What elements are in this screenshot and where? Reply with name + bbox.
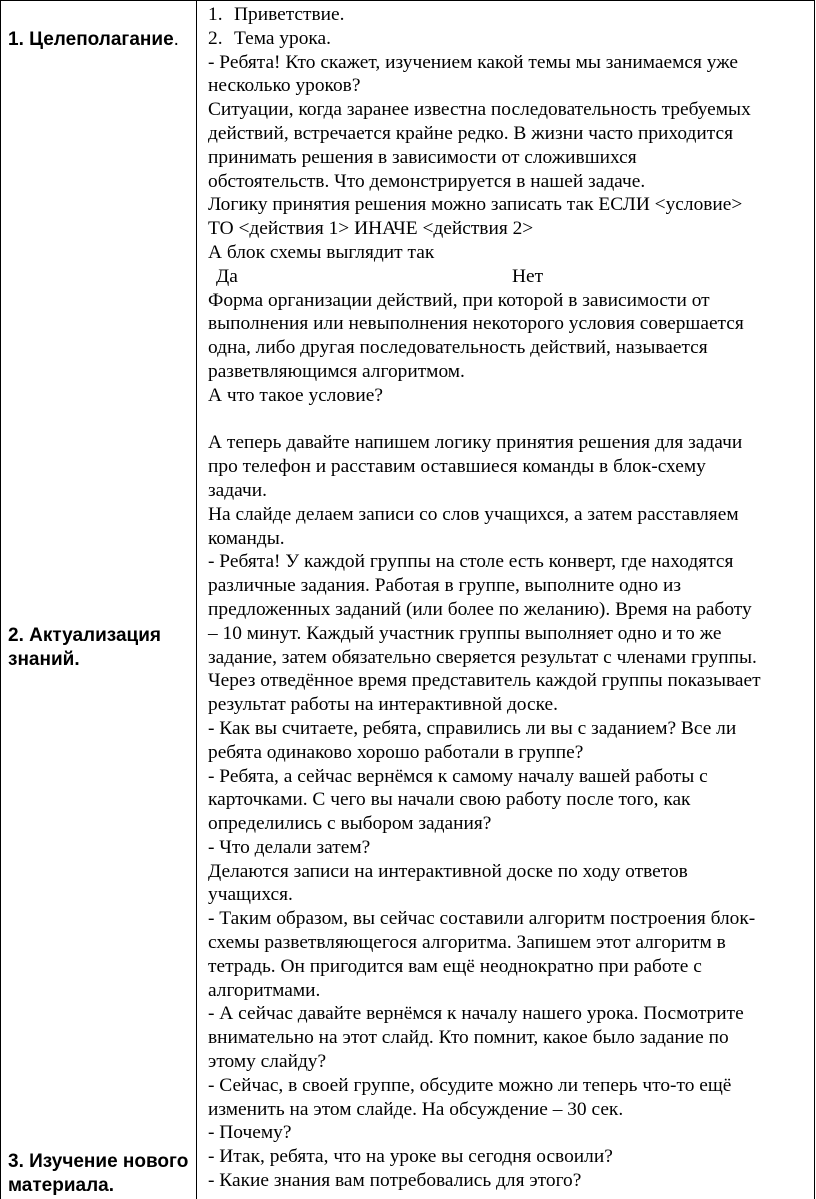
list-item: [208, 27, 803, 51]
table-right-border: [814, 0, 815, 1199]
text-line: изменить на этом слайде. На обсуждение – 30 сек.: [208, 1098, 624, 1120]
table-left-border: [0, 0, 1, 1199]
text-line: предложенных заданий (или более по желанию). Время на работу: [208, 598, 752, 620]
text-line: разветвляющимся алгоритмом.: [208, 360, 465, 382]
text-line: схемы разветвляющегося алгоритма. Запишем этот алгоритм в: [208, 932, 726, 954]
text-line: - Почему?: [208, 1122, 292, 1144]
column-divider: [196, 0, 197, 1199]
text-line: тетрадь. Он пригодится вам ещё неоднократно при работе с: [208, 955, 702, 977]
text-line: определились с выбором задания?: [208, 813, 492, 835]
text-line: действий, встречается крайне редко. В жизни часто приходится: [208, 122, 733, 144]
text-line: команды.: [208, 527, 285, 549]
text-line: различные задания. Работая в группе, выполните одно из: [208, 575, 681, 597]
text-line: - Ребята! У каждой группы на столе есть конверт, где находятся: [208, 551, 734, 573]
text-line: - Ребята, а сейчас вернёмся к самому началу вашей работы с: [208, 765, 708, 787]
stage-knowledge-update: [8, 624, 193, 672]
list-item-number: 2.: [208, 27, 223, 49]
text-line: - Какие знания вам потребовались для этого?: [208, 1170, 582, 1192]
text-line: учащихся.: [208, 884, 293, 906]
text-line: – 10 минут. Каждый участник группы выполняет одно и то же: [208, 622, 722, 644]
text-line: [208, 408, 803, 432]
text-line: - Таким образом, вы сейчас составили алгоритм построения блок-: [208, 908, 756, 930]
list-item-number: 1.: [208, 4, 223, 25]
text-line: Форма организации действий, при которой в зависимости от: [208, 289, 710, 311]
stage-goal-setting-period: .: [173, 29, 179, 50]
text-line: - Что делали затем?: [208, 836, 371, 858]
stage-new-material-line: материала.: [8, 1174, 115, 1196]
lesson-content: [208, 3, 803, 1193]
stage-goal-setting-label: 1. Целеполагание: [8, 29, 174, 50]
text-line: ТО <действия 1> ИНАЧЕ <действия 2>: [208, 218, 534, 240]
text-line: выполнения или невыполнения некоторого условия совершается: [208, 313, 744, 335]
text-line: внимательно на этот слайд. Кто помнит, какое было задание по: [208, 1027, 729, 1049]
text-line: - Ребята! Кто скажет, изучением какой темы мы занимаемся уже: [208, 51, 738, 73]
text-line: Логику принятия решения можно записать так ЕСЛИ <условие>: [208, 194, 743, 216]
text-line: результат работы на интерактивной доске.: [208, 694, 558, 716]
text-line: Через отведённое время представитель каждой группы показывает: [208, 670, 761, 692]
stage-new-material: [8, 1150, 193, 1198]
stage-knowledge-update-line: знаний.: [8, 648, 80, 670]
text-line: А что такое условие?: [208, 384, 383, 406]
text-line: карточками. С чего вы начали свою работу после того, как: [208, 789, 691, 811]
stage-knowledge-update-line: 2. Актуализация: [8, 625, 161, 646]
paragraph-block-main: [208, 289, 803, 1193]
text-line: несколько уроков?: [208, 75, 361, 97]
text-line: - А сейчас давайте вернёмся к началу нашего урока. Посмотрите: [208, 1003, 744, 1025]
list-item-text: Приветствие.: [234, 4, 345, 25]
text-line: про телефон и расставим оставшиеся команды в блок-схему: [208, 456, 706, 478]
paragraph-block-intro: [208, 51, 803, 265]
text-line: принимать решения в зависимости от сложившихся: [208, 146, 637, 168]
text-line: На слайде делаем записи со слов учащихся, а затем расставляем: [208, 503, 739, 525]
text-line: А блок схемы выглядит так: [208, 241, 435, 263]
text-line: обстоятельств. Что демонстрируется в нашей задаче.: [208, 170, 646, 192]
stage-goal-setting: [8, 28, 193, 52]
text-line: А теперь давайте напишем логику принятия решения для задачи: [208, 432, 743, 454]
text-line: задачи.: [208, 479, 267, 501]
text-line: Ситуации, когда заранее известна последовательность требуемых: [208, 99, 751, 121]
text-line: - Сейчас, в своей группе, обсудите можно ли теперь что-то ещё: [208, 1074, 732, 1096]
table-top-border: [0, 0, 815, 1]
list-item-text: Тема урока.: [234, 27, 331, 49]
text-line: алгоритмами.: [208, 979, 321, 1001]
text-line: ребята одинаково хорошо работали в группе?: [208, 741, 584, 763]
branch-yes-label: Да: [216, 265, 238, 287]
text-line: этому слайду?: [208, 1051, 327, 1073]
text-line: - Итак, ребята, что на уроке вы сегодня освоили?: [208, 1146, 613, 1168]
list-item: [208, 3, 803, 27]
branch-no-label: Нет: [512, 265, 544, 287]
stage-new-material-line: 3. Изучение нового: [8, 1151, 189, 1172]
text-line: задание, затем обязательно сверяется результат с членами группы.: [208, 646, 757, 668]
text-line: одна, либо другая последовательность действий, называется: [208, 337, 708, 359]
text-line: Делаются записи на интерактивной доске по ходу ответов: [208, 860, 688, 882]
text-line: - Как вы считаете, ребята, справились ли вы с заданием? Все ли: [208, 717, 737, 739]
flowchart-branch-labels: [208, 265, 803, 289]
